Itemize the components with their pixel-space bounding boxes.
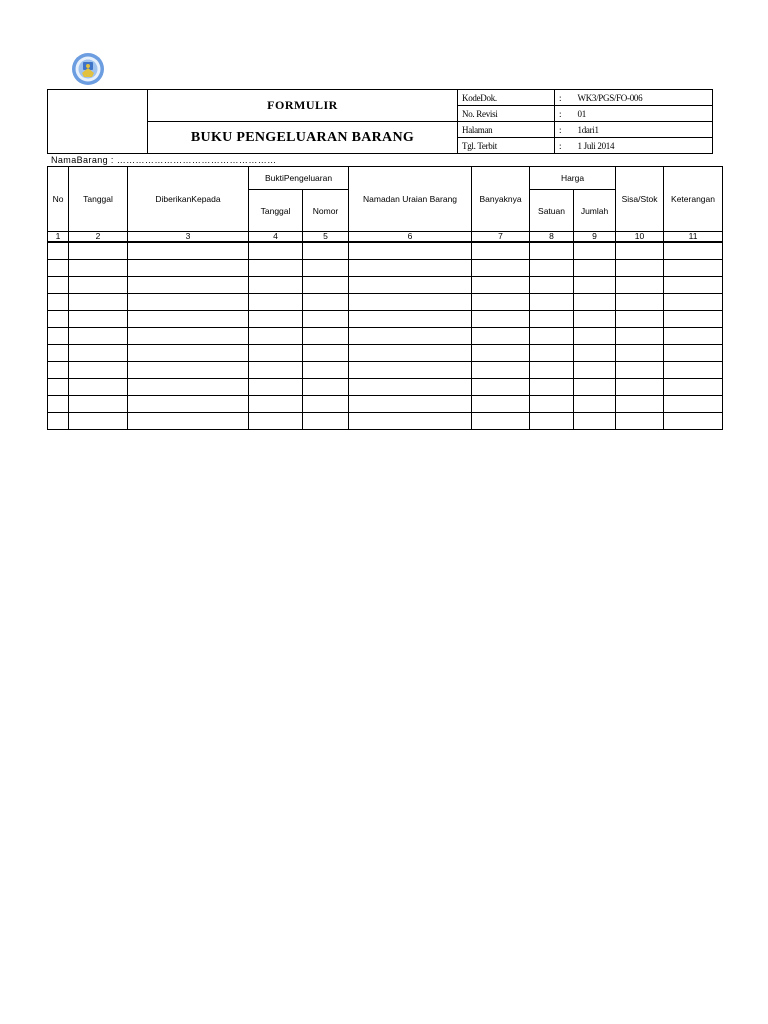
table-cell [303, 345, 349, 362]
table-cell [664, 396, 723, 413]
form-subtitle: BUKU PENGELUARAN BARANG [148, 122, 458, 154]
table-cell [249, 294, 303, 311]
table-row [48, 294, 723, 311]
table-cell [249, 260, 303, 277]
table-cell [472, 345, 530, 362]
table-cell [664, 277, 723, 294]
table-cell [530, 294, 574, 311]
table-cell [664, 379, 723, 396]
table-cell [472, 362, 530, 379]
meta-separator: : [555, 138, 578, 154]
table-cell [574, 413, 616, 430]
nama-barang-field: NamaBarang : …………………………………………… [51, 155, 277, 165]
table-cell [249, 242, 303, 260]
meta-label: KodeDok. [458, 90, 555, 106]
table-cell [472, 379, 530, 396]
table-cell [128, 396, 249, 413]
table-cell [472, 396, 530, 413]
header-harga: Harga [530, 167, 616, 190]
table-cell [530, 260, 574, 277]
table-cell [664, 242, 723, 260]
table-row [48, 311, 723, 328]
table-cell [349, 277, 472, 294]
table-cell [128, 311, 249, 328]
meta-value: WK3/PGS/FO-006 [578, 90, 713, 106]
table-cell [349, 328, 472, 345]
table-row [48, 277, 723, 294]
table-cell [69, 242, 128, 260]
table-cell [472, 311, 530, 328]
table-cell [128, 260, 249, 277]
table-cell [48, 345, 69, 362]
table-cell [69, 328, 128, 345]
table-cell [530, 328, 574, 345]
meta-value: 01 [578, 106, 713, 122]
table-row [48, 242, 723, 260]
table-cell [303, 362, 349, 379]
table-cell [574, 345, 616, 362]
table-cell [574, 311, 616, 328]
pengeluaran-table [47, 166, 723, 430]
meta-label: Halaman [458, 122, 555, 138]
meta-separator: : [555, 90, 578, 106]
table-cell [69, 345, 128, 362]
table-cell [128, 242, 249, 260]
table-cell [664, 345, 723, 362]
table-cell [472, 260, 530, 277]
column-number: 9 [574, 232, 616, 243]
header-tanggal: Tanggal [69, 167, 128, 232]
meta-label: No. Revisi [458, 106, 555, 122]
table-cell [616, 277, 664, 294]
table-row [48, 345, 723, 362]
meta-value: 1dari1 [578, 122, 713, 138]
table-cell [303, 260, 349, 277]
header-diberikan-kepada: DiberikanKepada [128, 167, 249, 232]
logo-cell [48, 90, 148, 154]
table-cell [574, 362, 616, 379]
table-cell [574, 260, 616, 277]
table-cell [249, 413, 303, 430]
table-cell [48, 379, 69, 396]
header-satuan: Satuan [530, 190, 574, 232]
table-cell [69, 260, 128, 277]
table-cell [616, 260, 664, 277]
table-cell [472, 294, 530, 311]
table-cell [303, 242, 349, 260]
column-number: 8 [530, 232, 574, 243]
table-cell [472, 242, 530, 260]
header-banyaknya: Banyaknya [472, 167, 530, 232]
table-cell [574, 396, 616, 413]
table-cell [349, 413, 472, 430]
table-cell [48, 260, 69, 277]
table-cell [574, 242, 616, 260]
table-row [48, 260, 723, 277]
meta-label: Tgl. Terbit [458, 138, 555, 154]
table-cell [303, 413, 349, 430]
table-cell [530, 396, 574, 413]
table-cell [530, 277, 574, 294]
table-cell [616, 413, 664, 430]
table-cell [303, 294, 349, 311]
table-cell [69, 413, 128, 430]
table-cell [664, 260, 723, 277]
table-cell [48, 328, 69, 345]
table-cell [249, 277, 303, 294]
table-cell [574, 379, 616, 396]
table-cell [303, 396, 349, 413]
table-cell [48, 242, 69, 260]
table-cell [472, 328, 530, 345]
table-cell [249, 362, 303, 379]
table-cell [472, 413, 530, 430]
table-cell [472, 277, 530, 294]
table-cell [349, 362, 472, 379]
table-row [48, 396, 723, 413]
table-cell [349, 396, 472, 413]
table-cell [48, 396, 69, 413]
header-no: No [48, 167, 69, 232]
column-number: 1 [48, 232, 69, 243]
table-cell [128, 294, 249, 311]
table-cell [349, 311, 472, 328]
header-bukti-tanggal: Tanggal [249, 190, 303, 232]
table-cell [530, 413, 574, 430]
table-cell [128, 328, 249, 345]
table-cell [69, 294, 128, 311]
table-cell [48, 413, 69, 430]
table-cell [616, 294, 664, 311]
table-cell [249, 379, 303, 396]
table-cell [664, 328, 723, 345]
header-bukti-nomor: Nomor [303, 190, 349, 232]
table-cell [616, 328, 664, 345]
data-rows [48, 242, 723, 430]
table-cell [249, 311, 303, 328]
table-cell [349, 294, 472, 311]
table-cell [249, 396, 303, 413]
table-cell [530, 242, 574, 260]
meta-separator: : [555, 106, 578, 122]
table-cell [69, 379, 128, 396]
table-cell [48, 294, 69, 311]
column-number: 11 [664, 232, 723, 243]
table-cell [128, 362, 249, 379]
header-sisa-stok: Sisa/Stok [616, 167, 664, 232]
header-nama-uraian: Namadan Uraian Barang [349, 167, 472, 232]
header-keterangan: Keterangan [664, 167, 723, 232]
table-cell [349, 242, 472, 260]
table-cell [349, 260, 472, 277]
table-row [48, 328, 723, 345]
table-cell [349, 379, 472, 396]
table-row [48, 362, 723, 379]
table-cell [69, 277, 128, 294]
document-header [47, 89, 713, 154]
table-cell [574, 277, 616, 294]
table-cell [616, 345, 664, 362]
table-cell [128, 277, 249, 294]
column-number: 5 [303, 232, 349, 243]
table-cell [616, 242, 664, 260]
table-cell [574, 294, 616, 311]
header-bukti-pengeluaran: BuktiPengeluaran [249, 167, 349, 190]
table-cell [69, 362, 128, 379]
column-number: 3 [128, 232, 249, 243]
table-cell [616, 396, 664, 413]
meta-value: 1 Juli 2014 [578, 138, 713, 154]
column-number: 4 [249, 232, 303, 243]
table-cell [616, 362, 664, 379]
column-number-row [48, 232, 723, 243]
column-number: 7 [472, 232, 530, 243]
table-row [48, 379, 723, 396]
header-jumlah: Jumlah [574, 190, 616, 232]
university-seal-logo [71, 52, 105, 86]
table-cell [530, 379, 574, 396]
table-cell [664, 294, 723, 311]
table-cell [530, 345, 574, 362]
table-cell [530, 362, 574, 379]
table-cell [303, 379, 349, 396]
table-cell [249, 345, 303, 362]
table-cell [574, 328, 616, 345]
table-cell [530, 311, 574, 328]
table-cell [664, 413, 723, 430]
table-cell [69, 396, 128, 413]
table-row [48, 413, 723, 430]
column-number: 2 [69, 232, 128, 243]
table-cell [128, 413, 249, 430]
table-cell [616, 379, 664, 396]
table-cell [616, 311, 664, 328]
table-cell [128, 345, 249, 362]
table-cell [69, 311, 128, 328]
table-cell [664, 311, 723, 328]
table-cell [249, 328, 303, 345]
meta-separator: : [555, 122, 578, 138]
column-number: 6 [349, 232, 472, 243]
form-title: FORMULIR [148, 90, 458, 122]
table-cell [48, 362, 69, 379]
table-cell [48, 277, 69, 294]
table-cell [303, 277, 349, 294]
column-number: 10 [616, 232, 664, 243]
table-cell [303, 328, 349, 345]
table-cell [128, 379, 249, 396]
table-cell [664, 362, 723, 379]
table-cell [48, 311, 69, 328]
table-cell [349, 345, 472, 362]
table-cell [303, 311, 349, 328]
